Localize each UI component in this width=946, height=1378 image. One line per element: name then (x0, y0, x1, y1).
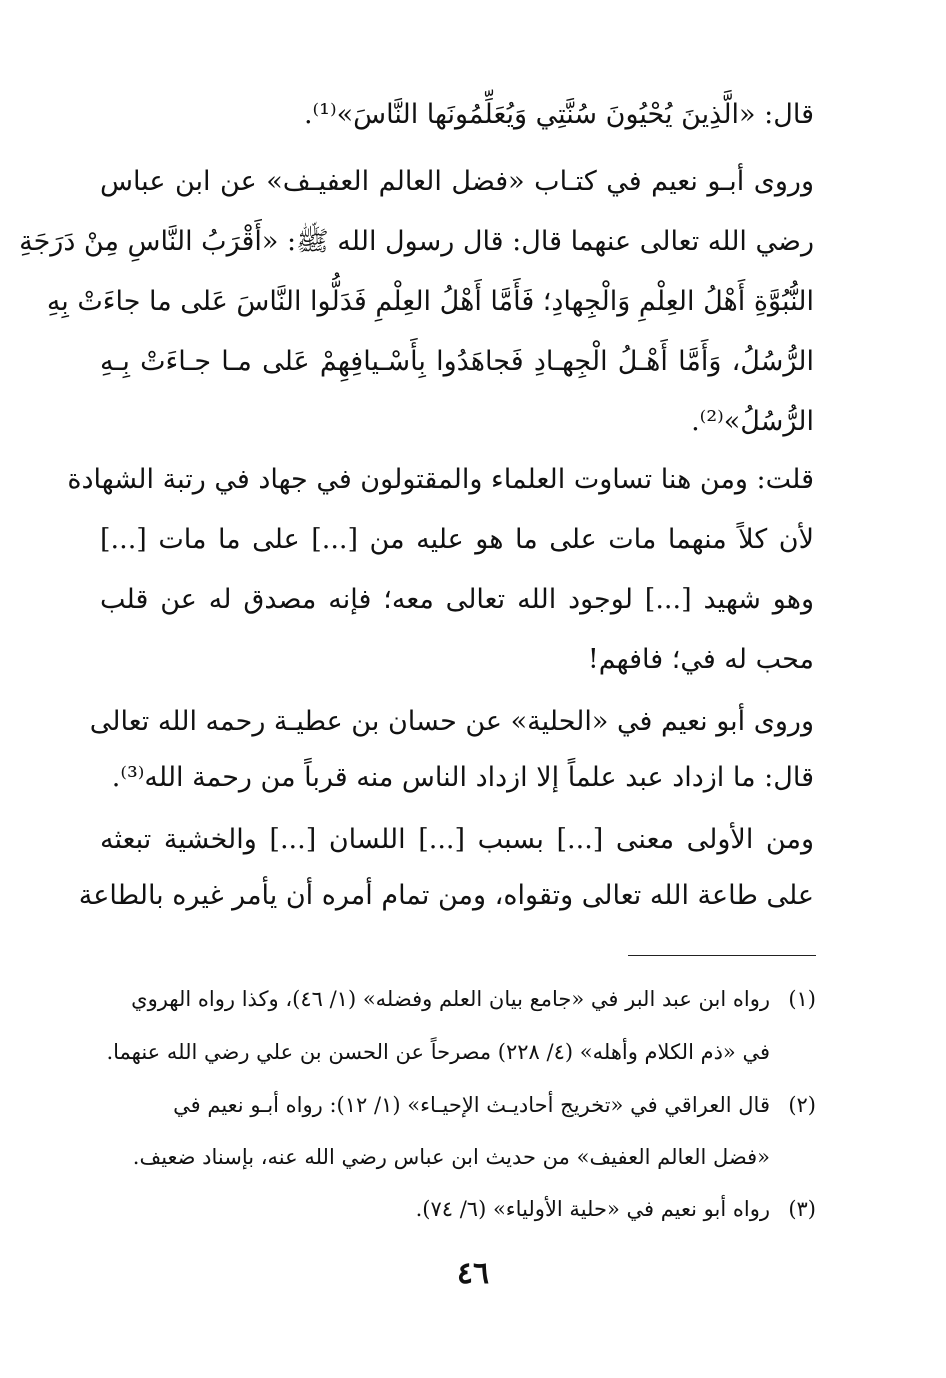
text-line-12: قال: ما ازداد عبد علماً إلا ازداد الناس منه قرباً من رحمة الله⁽³⁾. (111, 762, 814, 793)
text-line-5: الرُّسُلُ، وَأَمَّا أَهْـلُ الْجِهـادِ فَجاهَدُوا بِأَسْـيافِهِمْ عَلى مـا جـاءَتْ بِـهِ (100, 346, 814, 377)
text-line-6: الرُّسُلُ»⁽²⁾. (691, 406, 814, 437)
footnote-1-number: (١) (788, 987, 816, 1011)
text-line-10: محب له في؛ فافهم! (587, 644, 814, 675)
footnote-2-number: (٢) (788, 1093, 816, 1117)
footnote-2-text: قال العراقي في «تخريج أحاديـث الإحيـاء» (١/ ١٢): رواه أبـو نعيم في (173, 1093, 770, 1117)
footnote-separator (628, 955, 816, 956)
footnote-3-line-1 (102, 1193, 816, 1225)
text-line-3: رضي الله تعالى عنهما قال: قال رسول الله ﷺ: «أَقْرَبُ النَّاسِ مِنْ دَرَجَةِ (19, 226, 814, 257)
footnote-1-line-2: في «ذم الكلام وأهله» (٤/ ٢٢٨) مصرحاً عن الحسن بن علي رضي الله عنهما. (106, 1040, 770, 1064)
footnote-3-number: (٣) (788, 1197, 816, 1221)
text-line-11: وروى أبو نعيم في «الحلية» عن حسان بن عطيـة رحمه الله تعالى (89, 706, 814, 737)
text-line-14: على طاعة الله تعالى وتقواه، ومن تمام أمره أن يأمر غيره بالطاعة (78, 880, 814, 911)
footnote-3-text: رواه أبو نعيم في «حلية الأولياء» (٦/ ٧٤). (415, 1197, 770, 1221)
footnote-1-line-1 (102, 983, 816, 1015)
text-line-1: قال: «الَّذِينَ يُحْيُونَ سُنَّتِي وَيُعَلِّمُونَها النَّاسَ»⁽¹⁾. (303, 99, 814, 130)
text-line-7: قلت: ومن هنا تساوت العلماء والمقتولون في جهاد في رتبة الشهادة (67, 464, 814, 495)
page-number: ٤٦ (456, 1256, 490, 1291)
text-line-8: لأن كلاً منهما مات على ما هو عليه من [...] على ما مات [...] (100, 524, 814, 555)
text-line-9: وهو شهيد [...] لوجود الله تعالى معه؛ فإنه مصدق له عن قلب (100, 584, 814, 615)
footnote-2-line-2: «فضل العالم العفيف» من حديث ابن عباس رضي الله عنه، بإسناد ضعيف. (132, 1145, 770, 1169)
text-line-4: النُّبُوَّةِ أَهْلُ العِلْمِ وَالْجِهادِ؛ فَأَمَّا أَهْلُ العِلْمِ فَدَلُّوا النَّاسَ عَلى ما جاءَتْ بِهِ (46, 286, 814, 317)
text-line-13: ومن الأولى معنى [...] بسبب [...] اللسان [...] والخشية تبعثه (100, 824, 814, 855)
footnote-2-line-1 (102, 1089, 816, 1121)
text-line-2: وروى أبـو نعيم في كتـاب «فضل العالم العفيـف» عن ابن عباس (100, 166, 814, 197)
footnote-1-text: رواه ابن عبد البر في «جامع بيان العلم وفضله» (١/ ٤٦)، وكذا رواه الهروي (131, 987, 770, 1011)
